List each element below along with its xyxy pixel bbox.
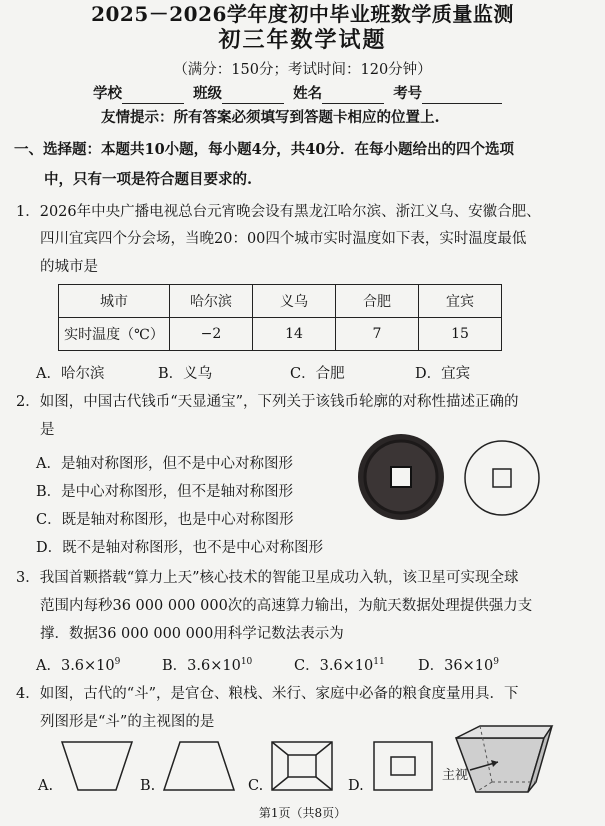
friendly-tip: 友情提示：所有答案必须填写到答题卡相应的位置上. — [101, 109, 440, 126]
section1-instruction-1: 一、选择题：本题共10小题，每小题4分，共40分．在每小题给出的四个选项 — [14, 141, 514, 158]
coin-outline-icon — [462, 438, 542, 518]
q1-option-d: D．宜宾 — [415, 366, 471, 382]
coin-photo-icon — [356, 432, 446, 522]
page-number: 第1页（共8页） — [258, 806, 347, 820]
q2-option-d: D．既不是轴对称图形，也不是中心对称图形 — [36, 540, 324, 556]
table-row-label: 实时温度（℃） — [59, 318, 170, 351]
q4-figure-c-icon — [268, 738, 336, 794]
q2-text-1: 2．如图，中国古代钱币“天显通宝”，下列关于该钱币轮廓的对称性描述正确的 — [16, 394, 519, 410]
table-header-cell: 城市 — [59, 285, 170, 318]
q3-option-b: B．$3.6\times 10^{10}$ — [162, 657, 253, 674]
view-direction-label: 主视 — [442, 768, 469, 783]
student-fields — [93, 84, 506, 104]
q4-option-a-label: A. — [38, 778, 54, 794]
section1-instruction-2: 中，只有一项是符合题目要求的. — [44, 171, 253, 188]
q1-option-c: C．合肥 — [290, 366, 345, 382]
q1-text-1: 1．2026年中央广播电视总台元宵晚会设有黑龙江哈尔滨、浙江义乌、安徽合肥、 — [16, 204, 541, 220]
table-header-row — [59, 285, 502, 318]
field-name-blank — [322, 89, 384, 104]
q3-text-3: 撑．数据36 000 000 000用科学记数法表示为 — [40, 626, 344, 642]
table-header-cell: 义乌 — [253, 285, 336, 318]
exam-meta: （满分：150分；考试时间：120分钟） — [173, 62, 432, 78]
field-name-label: 姓名 — [293, 85, 323, 102]
q3-option-a: A．$3.6\times 10^9$ — [36, 657, 121, 674]
q4-option-c-label: C. — [248, 778, 264, 794]
temperature-table — [58, 284, 502, 351]
q1-option-b: B．义乌 — [158, 366, 213, 382]
table-header-cell: 哈尔滨 — [170, 285, 253, 318]
q3-text-1: 3．我国首颗搭载“算力上天”核心技术的智能卫星成功入轨，该卫星可实现全球 — [16, 570, 519, 586]
q4-option-b-label: B. — [140, 778, 156, 794]
table-cell: 7 — [336, 318, 419, 351]
exam-subtitle: 初三年数学试题 — [218, 27, 387, 53]
field-class-blank — [222, 89, 284, 104]
table-header-cell: 合肥 — [336, 285, 419, 318]
field-class-label: 班级 — [193, 85, 223, 102]
dou-3d-figure-icon — [440, 722, 560, 798]
q4-option-d-label: D. — [348, 778, 364, 794]
table-cell: 14 — [253, 318, 336, 351]
q4-figure-a-icon — [58, 738, 136, 794]
field-school-label: 学校 — [93, 85, 122, 102]
table-row — [59, 318, 502, 351]
q2-option-c: C．既是轴对称图形，也是中心对称图形 — [36, 512, 294, 528]
q4-text-1: 4．如图，古代的“斗”，是官仓、粮栈、米行、家庭中必备的粮食度量用具．下 — [16, 686, 519, 702]
field-id-blank — [422, 89, 502, 104]
q2-option-b: B．是中心对称图形，但不是轴对称图形 — [36, 484, 294, 500]
field-school-blank — [122, 89, 184, 104]
exam-title: 2025－2026学年度初中毕业班数学质量监测 — [91, 2, 514, 26]
q4-figure-d-icon — [370, 738, 436, 794]
q1-text-2: 四川宜宾四个分会场，当晚20：00四个城市实时温度如下表，实时温度最低 — [40, 231, 527, 247]
q1-option-a: A．哈尔滨 — [36, 366, 105, 382]
q3-option-d: D．$36\times 10^9$ — [418, 657, 499, 674]
q4-figure-b-icon — [160, 738, 238, 794]
table-cell: −2 — [170, 318, 253, 351]
q1-text-3: 的城市是 — [40, 259, 98, 275]
q3-option-c: C．$3.6\times 10^{11}$ — [294, 657, 385, 674]
table-header-cell: 宜宾 — [419, 285, 502, 318]
field-id-label: 考号 — [393, 85, 423, 102]
q2-text-2: 是 — [40, 422, 55, 438]
q2-option-a: A．是轴对称图形，但不是中心对称图形 — [36, 456, 293, 472]
table-cell: 15 — [419, 318, 502, 351]
q3-text-2: 范围内每秒36 000 000 000次的高速算力输出，为航天数据处理提供强力支 — [40, 598, 533, 614]
q4-text-2: 列图形是“斗”的主视图的是 — [40, 714, 215, 730]
